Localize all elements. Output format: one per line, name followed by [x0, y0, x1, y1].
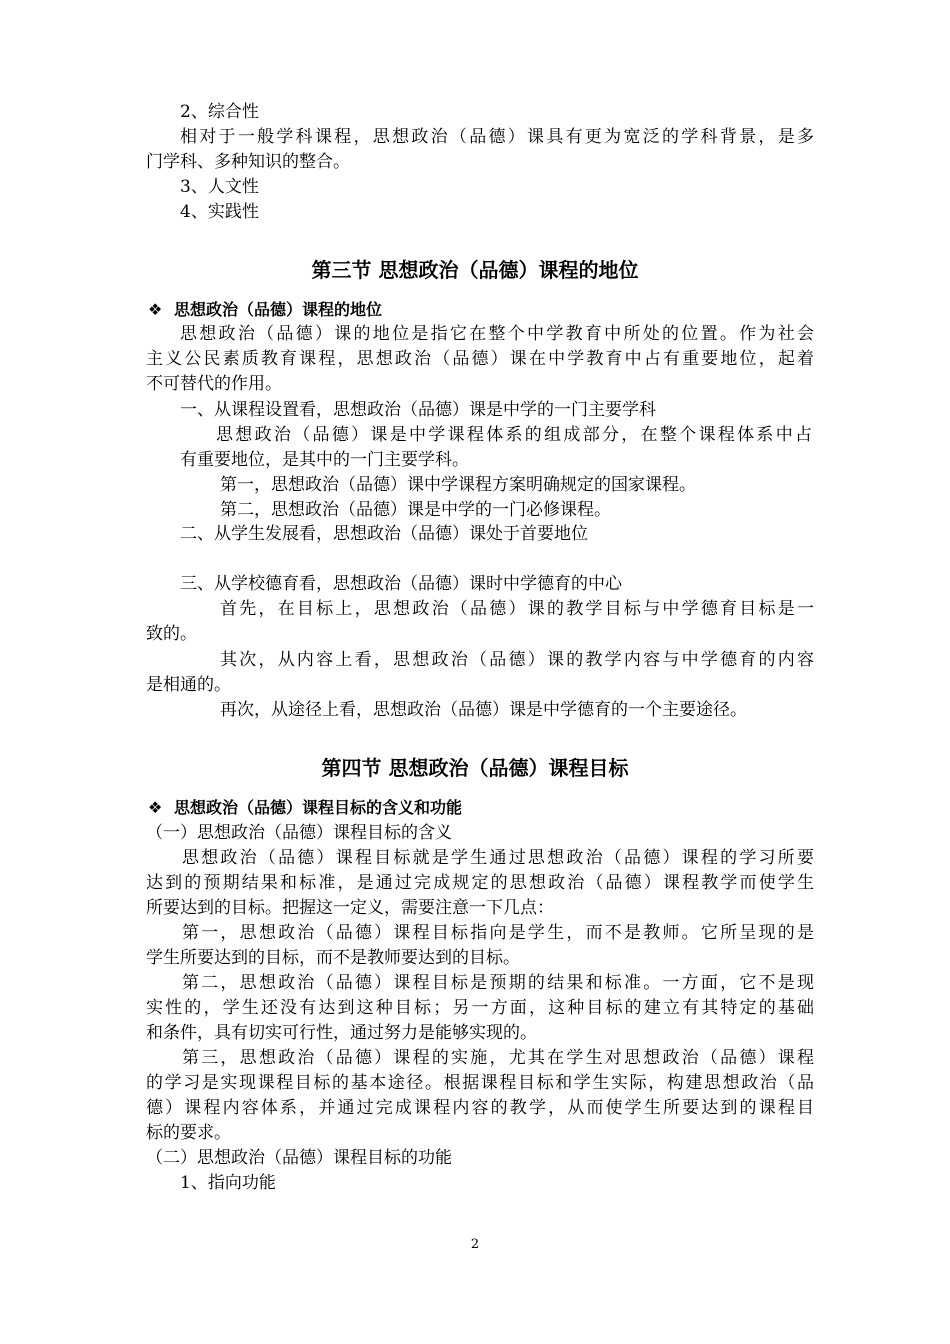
paragraph-line: 相对于一般学科课程，思想政治（品德）课具有更为宽泛的学科背景，是多 [180, 127, 814, 147]
paragraph-line: 门学科、多种知识的整合。 [146, 152, 350, 172]
bullet-heading [148, 298, 382, 322]
point-heading: 一、从课程设置看，思想政治（品德）课是中学的一门主要学科 [180, 400, 656, 420]
subsection-heading: （一）思想政治（品德）课程目标的含义 [146, 823, 452, 843]
paragraph-line: 再次，从途径上看，思想政治（品德）课是中学德育的一个主要途径。 [220, 700, 747, 720]
paragraph-line: 标的要求。 [146, 1123, 231, 1143]
paragraph-line: 是相通的。 [146, 675, 231, 695]
list-item-humanistic: 3、人文性 [180, 177, 259, 197]
section-heading: 第四节 思想政治（品德）课程目标 [321, 756, 629, 780]
list-item-guiding-function: 1、指向功能 [180, 1173, 276, 1193]
paragraph-line: 首先，在目标上，思想政治（品德）课的教学目标与中学德育目标是一 [220, 599, 814, 619]
paragraph-line: 有重要地位，是其中的一门主要学科。 [180, 450, 469, 470]
paragraph-line: 主义公民素质教育课程，思想政治（品德）课在中学教育中占有重要地位，起着 [146, 349, 814, 369]
subsection-heading: （二）思想政治（品德）课程目标的功能 [146, 1148, 452, 1168]
point-heading: 三、从学校德育看，思想政治（品德）课时中学德育的中心 [180, 574, 622, 594]
paragraph-line: 所要达到的目标。把握这一定义，需要注意一下几点： [146, 898, 554, 918]
paragraph-line: 其次，从内容上看，思想政治（品德）课的教学内容与中学德育的内容 [220, 650, 814, 670]
paragraph-line: 思想政治（品德）课是中学课程体系的组成部分，在整个课程体系中占 [216, 425, 812, 445]
paragraph-line: 致的。 [146, 624, 197, 644]
list-item-practical: 4、实践性 [180, 202, 259, 222]
section-heading: 第三节 思想政治（品德）课程的地位 [311, 258, 639, 282]
paragraph-line: 第一，思想政治（品德）课程目标指向是学生，而不是教师。它所呈现的是 [182, 923, 814, 943]
paragraph-line: 不可替代的作用。 [146, 374, 282, 394]
paragraph-line: 学生所要达到的目标，而不是教师要达到的目标。 [146, 948, 520, 968]
diamond-bullet-icon: ❖ [148, 798, 163, 817]
paragraph-line: 第三，思想政治（品德）课程的实施，尤其在学生对思想政治（品德）课程 [182, 1048, 814, 1068]
bullet-heading-text: 思想政治（品德）课程的地位 [174, 300, 383, 319]
paragraph-line: 思想政治（品德）课程目标就是学生通过思想政治（品德）课程的学习所要 [182, 848, 814, 868]
paragraph-line: 思想政治（品德）课的地位是指它在整个中学教育中所处的位置。作为社会 [180, 324, 814, 344]
paragraph-line: 的学习是实现课程目标的基本途径。根据课程目标和学生实际，构建思想政治（品 [146, 1073, 814, 1093]
paragraph-line: 第二，思想政治（品德）课程目标是预期的结果和标准。一方面，它不是现 [182, 973, 814, 993]
paragraph-line: 德）课程内容体系，并通过完成课程内容的教学，从而使学生所要达到的课程目 [146, 1098, 814, 1118]
list-item-comprehensive: 2、综合性 [180, 102, 259, 122]
point-heading: 二、从学生发展看，思想政治（品德）课处于首要地位 [180, 524, 588, 544]
paragraph-line: 达到的预期结果和标准，是通过完成规定的思想政治（品德）课程教学而使学生 [146, 873, 814, 893]
bullet-heading [148, 796, 462, 820]
bullet-heading-text: 思想政治（品德）课程目标的含义和功能 [174, 798, 463, 817]
page-number: 2 [470, 1237, 480, 1252]
paragraph-line: 和条件，具有切实可行性，通过努力是能够实现的。 [146, 1023, 537, 1043]
paragraph-line: 第二，思想政治（品德）课是中学的一门必修课程。 [220, 500, 611, 520]
paragraph-line: 第一，思想政治（品德）课中学课程方案明确规定的国家课程。 [220, 475, 696, 495]
paragraph-line: 实性的，学生还没有达到这种目标；另一方面，这种目标的建立有其特定的基础 [146, 998, 814, 1018]
diamond-bullet-icon: ❖ [148, 300, 163, 319]
